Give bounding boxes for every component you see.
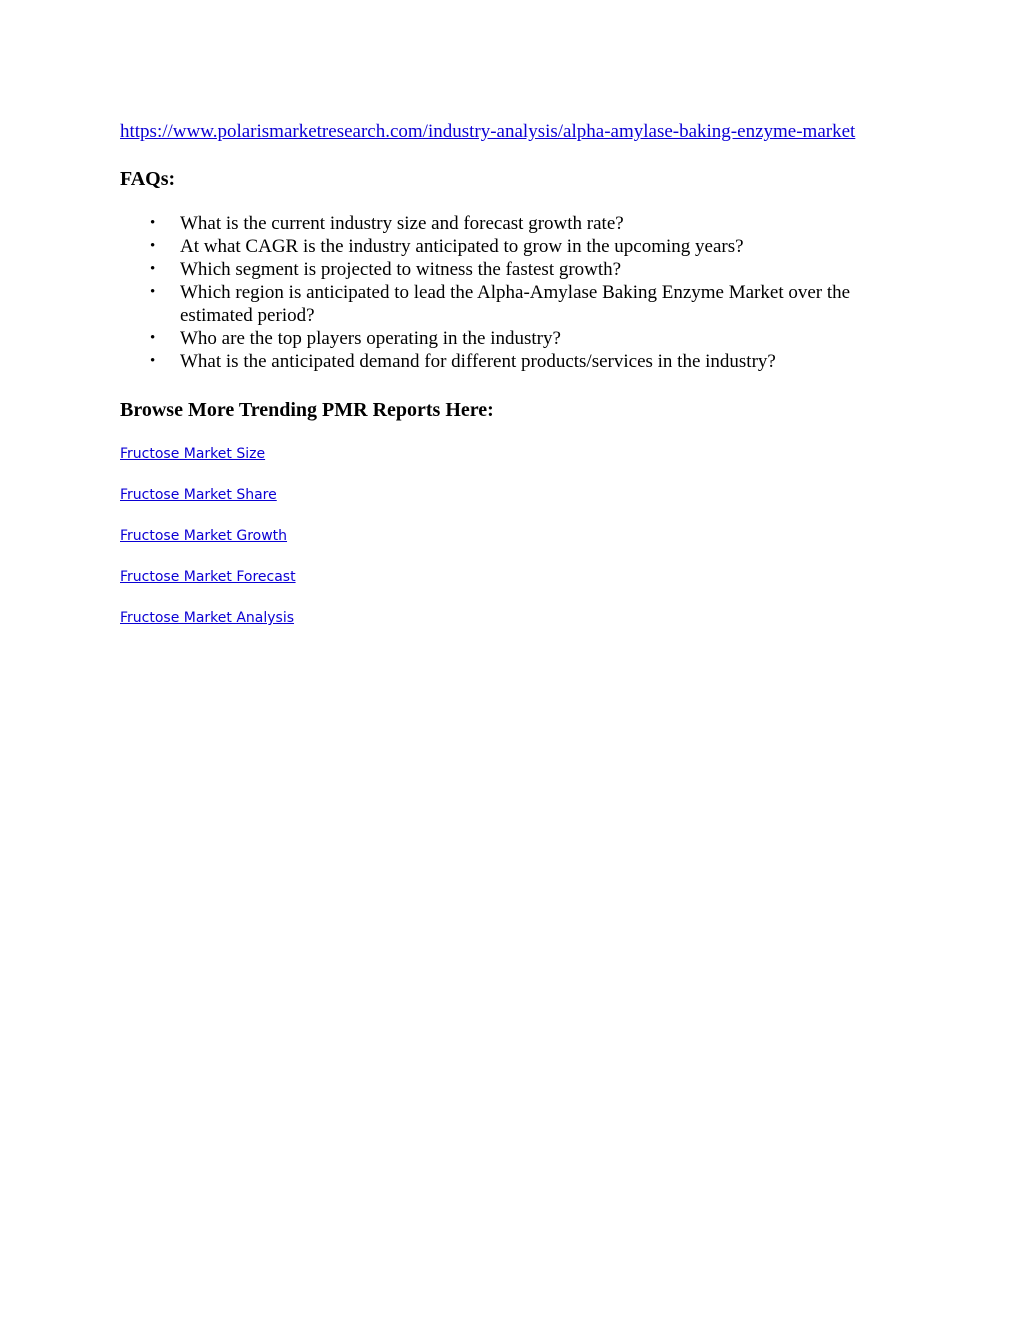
faq-item xyxy=(120,350,910,373)
faq-text: Who are the top players operating in the industry? xyxy=(180,328,561,349)
faq-text: Which segment is projected to witness the fastest growth? xyxy=(180,259,622,280)
report-link-market-growth[interactable]: Fructose Market Growth xyxy=(120,528,288,544)
report-link-item xyxy=(120,608,296,649)
faq-list xyxy=(120,212,910,373)
faq-text: At what CAGR is the industry anticipated to grow in the upcoming years? xyxy=(180,236,744,257)
report-link-market-share[interactable]: Fructose Market Share xyxy=(120,487,277,503)
faq-item xyxy=(120,327,910,350)
report-link-item xyxy=(120,485,296,526)
report-link-item xyxy=(120,444,296,485)
report-link-market-size[interactable]: Fructose Market Size xyxy=(120,446,266,462)
report-link-market-analysis[interactable]: Fructose Market Analysis xyxy=(120,610,295,626)
report-link-item xyxy=(120,567,296,608)
report-link-market-forecast[interactable]: Fructose Market Forecast xyxy=(120,569,296,585)
faq-item xyxy=(120,212,910,235)
source-url-link[interactable]: https://www.polarismarketresearch.com/industry-analysis/alpha-amylase-baking-enzyme-market xyxy=(120,121,856,142)
bullet-icon: • xyxy=(150,215,156,231)
report-links-list xyxy=(120,444,296,649)
bullet-icon: • xyxy=(150,284,156,300)
report-link-item xyxy=(120,526,296,567)
bullet-icon: • xyxy=(150,353,156,369)
bullet-icon: • xyxy=(150,330,156,346)
bullet-icon: • xyxy=(150,238,156,254)
faq-item xyxy=(120,235,910,258)
faq-item xyxy=(120,258,910,281)
browse-reports-heading: Browse More Trending PMR Reports Here: xyxy=(120,399,494,421)
faq-item xyxy=(120,281,910,327)
faq-heading: FAQs: xyxy=(120,168,176,190)
bullet-icon: • xyxy=(150,261,156,277)
faq-text: What is the anticipated demand for different products/services in the industry? xyxy=(180,351,776,372)
faq-text: Which region is anticipated to lead the Alpha-Amylase Baking Enzyme Market over the estimated period? xyxy=(180,282,851,326)
faq-text: What is the current industry size and forecast growth rate? xyxy=(180,213,624,234)
